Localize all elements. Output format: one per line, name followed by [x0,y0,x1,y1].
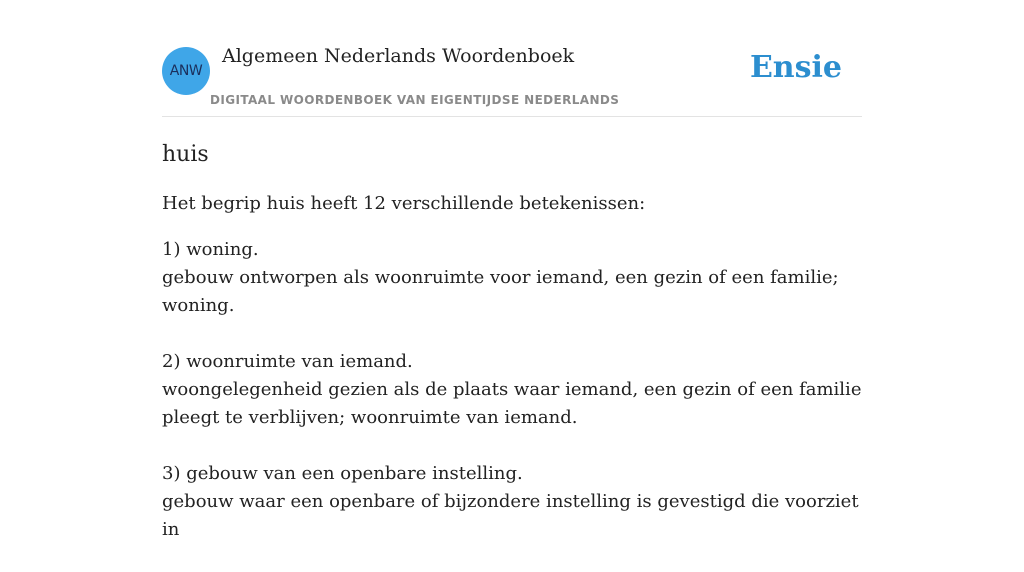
meaning-item [162,236,862,320]
meaning-description: woongelegenheid gezien als de plaats waar iemand, een gezin of een familie pleegt te verblijven; woonruimte van iemand. [162,379,862,428]
meaning-item [162,460,862,544]
meaning-heading: 1) woning. [162,239,259,260]
entry-content [162,140,862,572]
meaning-item [162,348,862,432]
meanings-list [162,236,862,544]
ensie-brand-link[interactable]: Ensie [749,50,842,85]
site-header [162,0,862,117]
entry-intro: Het begrip huis heeft 12 verschillende betekenissen: [162,193,646,214]
meaning-heading: 3) gebouw van een openbare instelling. [162,463,523,484]
meaning-heading: 2) woonruimte van iemand. [162,351,413,372]
meaning-description: gebouw ontworpen als woonruimte voor iemand, een gezin of een familie; woning. [162,267,839,316]
entry-word: huis [162,142,209,167]
logo-text: ANW [169,63,203,79]
site-title[interactable]: Algemeen Nederlands Woordenboek [222,45,575,67]
anw-logo[interactable] [162,47,210,95]
site-tagline: DIGITAAL WOORDENBOEK VAN EIGENTIJDSE NEDERLANDS [210,93,620,107]
meaning-description: gebouw waar een openbare of bijzondere instelling is gevestigd die voorziet in [162,491,859,540]
